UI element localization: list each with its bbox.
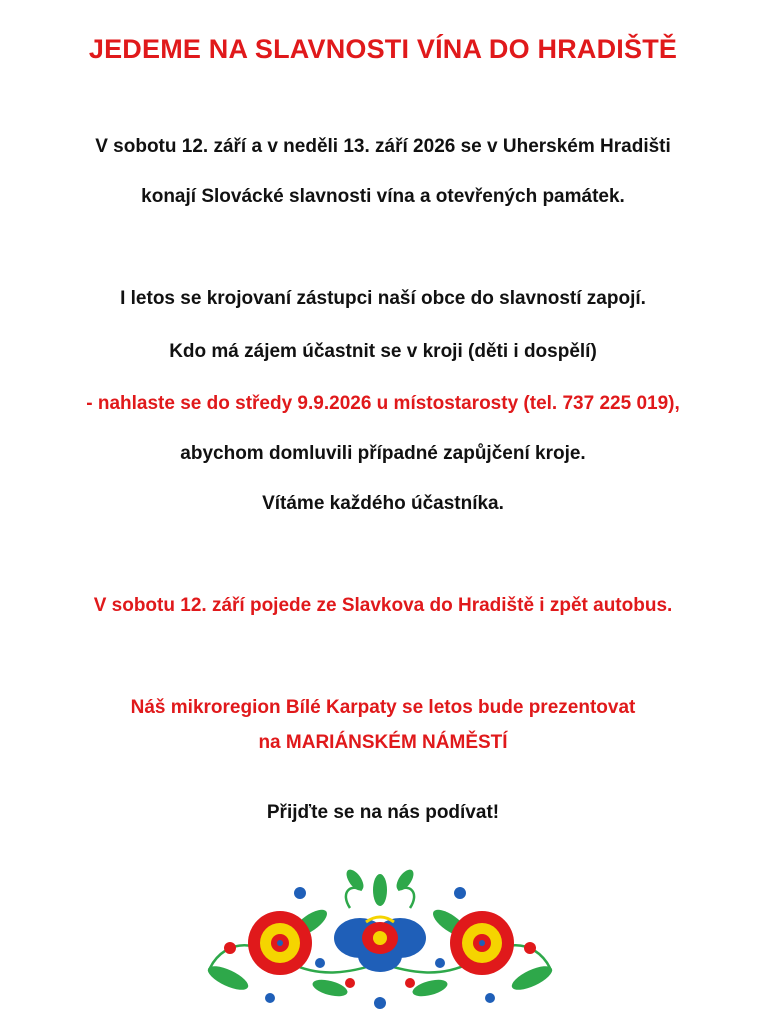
microregion-line-2: na MARIÁNSKÉM NÁMĚSTÍ xyxy=(258,732,508,753)
invite-line-2: Kdo má zájem účastnit se v kroji (děti i dospělí) xyxy=(169,341,597,362)
page-title: JEDEME NA SLAVNOSTI VÍNA DO HRADIŠTĚ xyxy=(88,34,678,64)
microregion-line-1: Náš mikroregion Bílé Karpaty se letos bude prezentovat xyxy=(130,697,636,718)
closing-text: Přijďte se na nás podívat! xyxy=(266,802,500,823)
folk-floral-ornament-icon xyxy=(200,868,560,1018)
intro-line-1: V sobotu 12. září a v neděli 13. září 2026 se v Uherském Hradišti xyxy=(95,136,671,157)
intro-line-2: konají Slovácké slavnosti vína a otevřených památek. xyxy=(141,186,625,207)
invite-line-1: I letos se krojovaní zástupci naší obce do slavností zapojí. xyxy=(120,288,646,309)
invite-deadline: - nahlaste se do středy 9.9.2026 u místostarosty (tel. 737 225 019), xyxy=(86,393,680,414)
invite-line-4: abychom domluvili případné zapůjčení kroje. xyxy=(180,443,586,464)
bus-notice: V sobotu 12. září pojede ze Slavkova do Hradiště i zpět autobus. xyxy=(93,595,673,616)
invite-welcome: Vítáme každého účastníka. xyxy=(262,493,504,514)
